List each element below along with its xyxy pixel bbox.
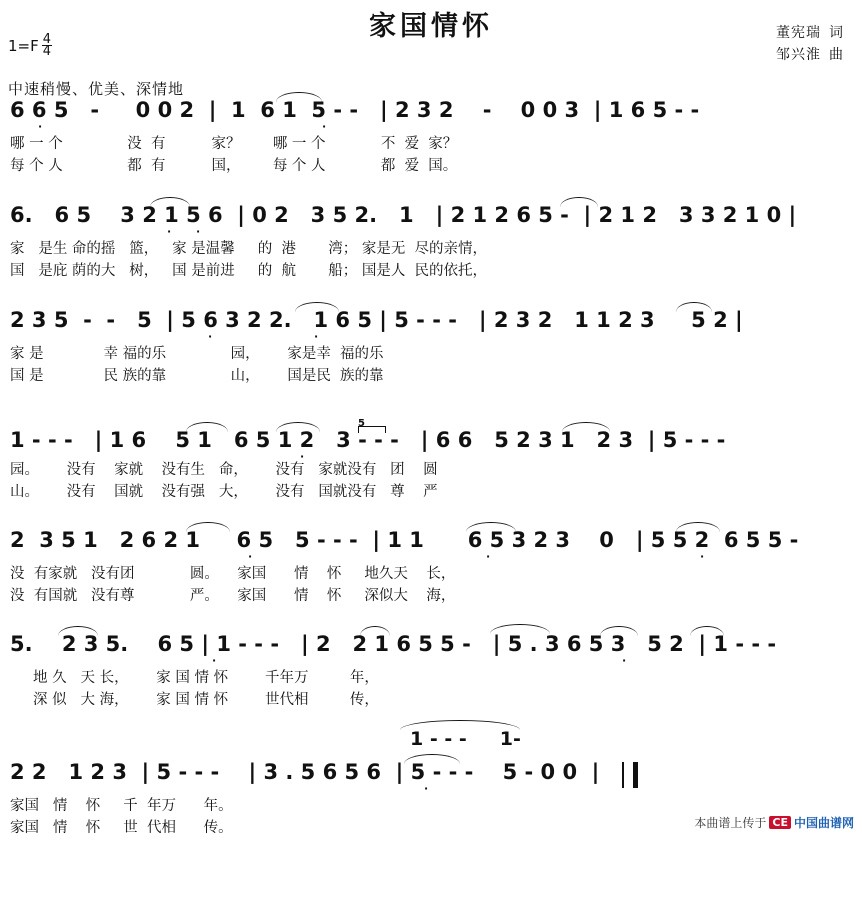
lyric-line-2: 国 是 民 族的靠 山， 国是民 族的靠 (10, 368, 384, 384)
lyric-line-1: 园。 没有 家就 没有生 命， 没有 家就没有 团 圆 (10, 462, 438, 478)
slur-icon (690, 626, 724, 636)
notation-line: 6. 6 5 3 2 1 5 6 | 0 2 3 5 2. 1 | 2 1 2 6 5 - | 2 1 2 3 3 2 1 0 | · · (0, 203, 862, 237)
dot-accent: · (167, 225, 172, 238)
slur-icon (490, 624, 550, 634)
slur-icon (562, 422, 610, 432)
page-title: 家国情怀 (369, 11, 493, 42)
lyric-line-1: 地 久 天 长， 家 国 情 怀 千年万 年， (10, 670, 379, 686)
credit-lyricist-role: 词 (829, 25, 844, 41)
lyric-line-2: 山。 没有 国就 没有强 大， 没有 国就没有 尊 严 (10, 484, 438, 500)
lyric-line-2: 深 似 大 海， 家 国 情 怀 世代相 传， (10, 692, 379, 708)
dot-accent: · (208, 330, 213, 343)
dot-accent: · (196, 225, 201, 238)
slur-icon (404, 754, 460, 764)
slur-icon (676, 302, 712, 312)
slur-icon (276, 422, 320, 432)
dot-accent: · (212, 654, 217, 667)
slur-icon (58, 626, 98, 636)
notation-line: 5. 2 3 5. 6 5 | 1 - - - | 2 2 1 6 5 5 - | 5 . 3 6 5 3 5 2 | 1 - - - · · (0, 632, 862, 666)
slur-icon (600, 626, 638, 636)
lyric-line-2: 没 有国就 没有尊 严。 家国 情 怀 深似大 海， (10, 588, 456, 604)
slur-icon (560, 197, 598, 207)
slur-icon (466, 522, 516, 532)
lyric-line-2: 国 是庇 荫的大 树， 国 是前进 的 航 船； 国是人 民的依托， (10, 263, 488, 279)
slur-icon (360, 626, 390, 636)
slur-icon (295, 302, 339, 312)
notation-line: 2 3 5 1 2 6 2 1 6 5 5 - - - | 1 1 6 5 3 2 3 0 | 5 5 2 6 5 5 - · · · (0, 528, 862, 562)
slur-icon (276, 92, 322, 102)
credits (776, 22, 844, 66)
dot-accent: · (622, 654, 627, 667)
music-system-5 (0, 528, 862, 606)
credit-composer (776, 44, 844, 66)
dot-accent: · (322, 120, 327, 133)
lyric-line-2: 每 个 人 都 有 国， 每 个 人 都 爱 国。 (10, 158, 458, 174)
final-barline (622, 762, 638, 788)
music-system-6 (0, 632, 862, 710)
slur-icon (186, 522, 230, 532)
dot-accent: · (700, 550, 705, 563)
lyric-line-2: 家国 情 怀 世 代相 传。 (10, 820, 233, 836)
slur-icon (676, 522, 720, 532)
watermark-prefix: 本曲谱上传于 (694, 816, 767, 830)
credit-composer-name: 邹兴淮 (776, 47, 821, 63)
music-system-2 (0, 203, 862, 281)
credit-composer-role: 曲 (829, 47, 844, 63)
key-signature (8, 34, 52, 57)
credit-lyricist-name: 董宪瑞 (776, 25, 821, 41)
dot-accent: · (314, 330, 319, 343)
dot-accent: · (486, 550, 491, 563)
slur-icon (186, 422, 228, 432)
notation-line: 2 2 1 2 3 | 5 - - - | 3 . 5 6 5 6 | 5 - - - 5 - 0 0 | · (0, 760, 862, 794)
key-label: 1=F (8, 36, 39, 55)
dot-accent: · (300, 450, 305, 463)
notation-line: 2 3 5 - - 5 | 5 6 3 2 2. 1 6 5 | 5 - - - | 2 3 2 1 1 2 3 5 2 | · · (0, 308, 862, 342)
slur-icon (400, 720, 520, 730)
music-system-4 (0, 418, 862, 502)
watermark-badge: CE (769, 816, 791, 829)
quintuplet-bracket: 5 (358, 418, 365, 429)
watermark-site: 中国曲谱网 (793, 816, 854, 830)
tempo-marking: 中速稍慢、优美、深情地 (8, 80, 185, 98)
ending-alt-notation: 1 - - - 1- (410, 728, 521, 750)
dot-accent: · (424, 782, 429, 795)
lyric-line-1: 哪 一 个 没 有 家？ 哪 一 个 不 爱 家？ (10, 136, 458, 152)
time-signature (42, 34, 52, 57)
watermark (694, 814, 854, 831)
notation-line: 6 6 5 - 0 0 2 | 1 6 1 5 - - | 2 3 2 - 0 0 3 | 1 6 5 - - · · (0, 98, 862, 132)
slur-icon (150, 197, 190, 207)
lyric-line-1: 家 是 幸 福的乐 园， 家是幸 福的乐 (10, 346, 384, 362)
lyric-line-1: 没 有家就 没有团 圆。 家国 情 怀 地久天 长， (10, 566, 456, 582)
music-system-1 (0, 98, 862, 176)
dot-accent: · (248, 550, 253, 563)
credit-lyricist (776, 22, 844, 44)
time-signature-denominator: 4 (42, 44, 52, 59)
lyric-line-1: 家国 情 怀 千 年万 年。 (10, 798, 233, 814)
lyric-line-1: 家 是生 命的摇 篮， 家 是温馨 的 港 湾； 家是无 尽的亲情， (10, 241, 488, 257)
time-signature-numerator: 4 (42, 32, 52, 47)
dot-accent: · (38, 120, 43, 133)
notation-line: 1 - - - | 1 6 5 1 6 5 1 2 3 - - - | 6 6 5 2 3 1 2 3 | 5 - - - 5 · (10, 418, 726, 463)
music-system-3 (0, 308, 862, 386)
